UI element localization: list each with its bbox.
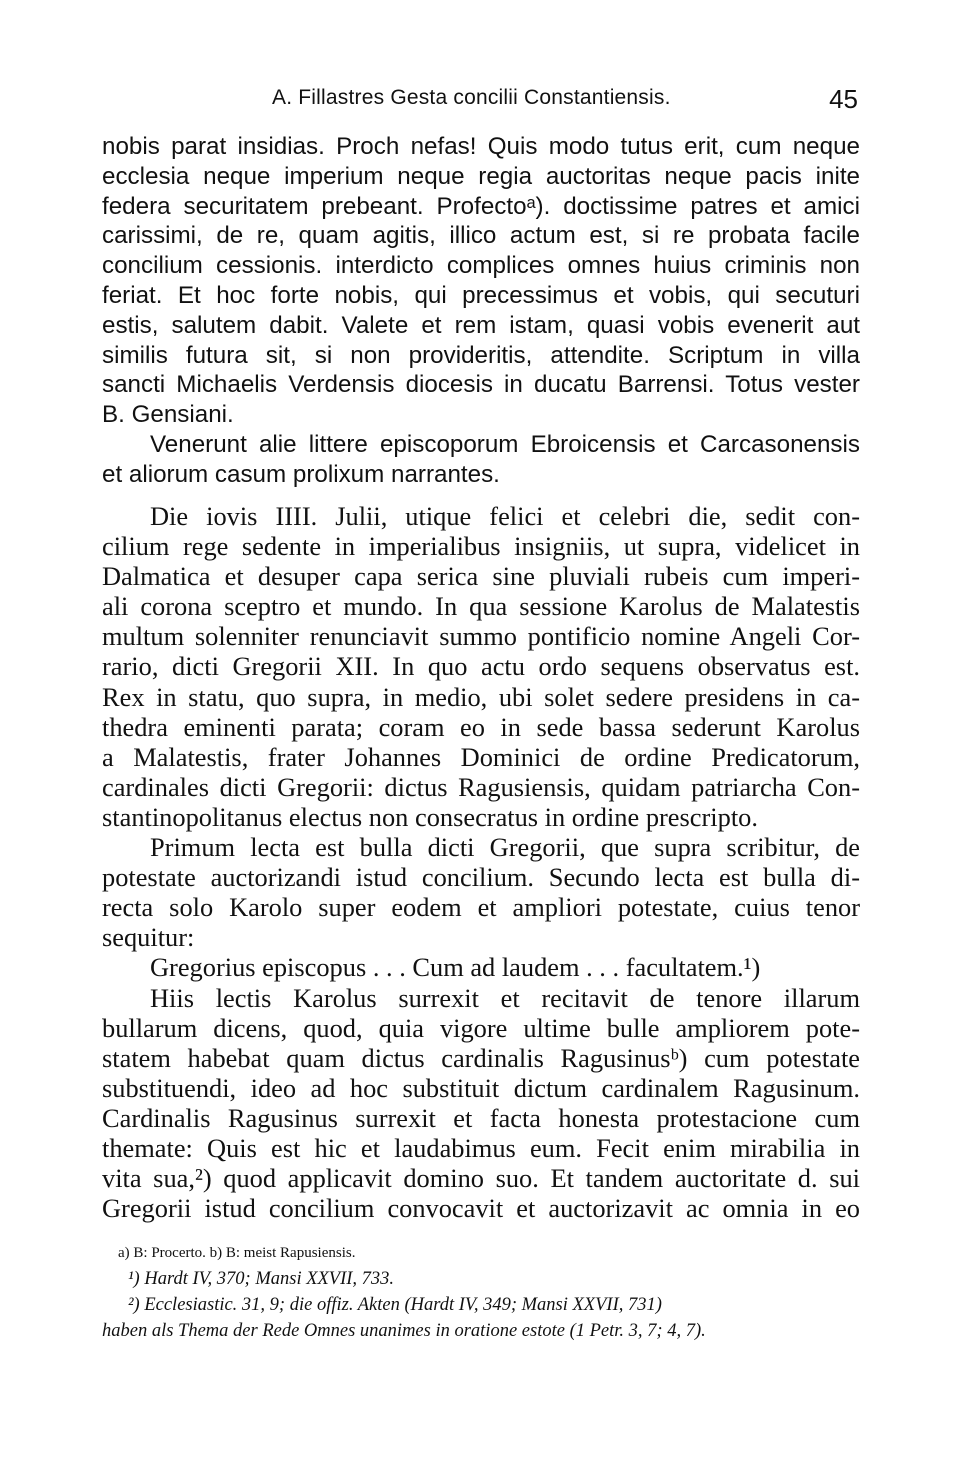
text-line: ecclesia neque imperium neque regia auctoritas neque pacis inite [102, 162, 860, 190]
text-line: cilium rege sedente in imperialibus insigniis, ut supra, videlicet in [102, 531, 860, 562]
text-line: Gregorii istud concilium convocavit et auctorizavit ac omnia in eo [102, 1193, 860, 1224]
text-line: sequitur: [102, 922, 195, 953]
text-line: Venerunt alie littere episcoporum Ebroicensis et Carcasonensis [150, 430, 860, 458]
text-line: potestate auctorizandi istud concilium. Secundo lecta est bulla di- [102, 862, 860, 893]
page-header [0, 84, 960, 120]
text-line: substituendi, ideo ad hoc substituit dictum cardinalem Ragusinum. [102, 1072, 860, 1103]
footnote-2-continued: haben als Thema der Rede Omnes unanimes in oratione estote (1 Petr. 3, 7; 4, 7). [102, 1321, 706, 1341]
upper-text-block [102, 132, 860, 490]
text-line: a Malatestis, frater Johannes Dominici de ordine Predicatorum, [102, 741, 860, 772]
text-line: recta solo Karolo super eodem et ampliori potestate, cuius tenor [102, 892, 860, 923]
footnote-1: ¹) Hardt IV, 370; Mansi XXVII, 733. [128, 1269, 395, 1289]
running-title: A. Fillastres Gesta concilii Constantiensis. [272, 86, 671, 109]
text-line: cardinales dicti Gregorii: dictus Ragusiensis, quidam patriarcha Con- [102, 771, 860, 802]
text-line: Cardinalis Ragusinus surrexit et facta honesta protestacione cum [102, 1102, 860, 1133]
footnote-letter-notes: a) B: Procerto. b) B: meist Rapusiensis. [118, 1245, 356, 1261]
text-line: Gregorius episcopus . . . Cum ad laudem . . . facultatem.¹) [150, 952, 761, 983]
text-line: multum solenniter renunciavit summo pontificio nomine Angeli Cor- [102, 621, 860, 652]
text-line: feriat. Et hoc forte nobis, qui precessimus et vobis, qui secuturi [102, 281, 860, 309]
footnotes [102, 1240, 860, 1344]
text-line: Rex in statu, quo supra, in medio, ubi solet sedere presidens in ca- [102, 681, 860, 712]
text-line: concilium cessionis. interdicto complices omnes huius criminis non [102, 252, 860, 280]
text-line: rario, dicti Gregorii XII. In quo actu ordo sequens observatus est. [102, 651, 860, 682]
text-line: et aliorum casum prolixum narrantes. [102, 460, 500, 488]
text-line: similis futura sit, si non provideritis, attendite. Scriptum in villa [102, 341, 860, 369]
text-line: Primum lecta est bulla dicti Gregorii, que supra scribitur, de [150, 832, 860, 863]
text-line: thedra eminenti parata; coram eo in sede bassa sederunt Karolus [102, 711, 860, 742]
text-line: statem habebat quam dictus cardinalis Ragusinusᵇ) cum potestate [102, 1042, 860, 1073]
page-number: 45 [829, 84, 858, 114]
text-line: Hiis lectis Karolus surrexit et recitavit de tenore illarum [150, 982, 860, 1013]
text-line: Dalmatica et desuper capa serica sine pluviali rubeis cum imperi- [102, 561, 860, 592]
text-line: ali corona sceptro et mundo. In qua sessione Karolus de Malatestis [102, 591, 860, 622]
text-line: bullarum dicens, quod, quia vigore ultime bulle ampliorem pote- [102, 1012, 860, 1043]
text-line: estis, salutem dabit. Valete et rem istam, quasi vobis evenerit aut [102, 311, 860, 339]
footnote-2: ²) Ecclesiastic. 31, 9; die offiz. Akten (Hardt IV, 349; Mansi XXVII, 731) [128, 1295, 662, 1315]
text-line: nobis parat insidias. Proch nefas! Quis modo tutus erit, cum neque [102, 133, 860, 160]
text-line: B. Gensiani. [102, 401, 234, 429]
lower-text-block [102, 501, 860, 1223]
text-line: themate: Quis est hic et laudabimus eum. Fecit enim mirabilia in [102, 1132, 860, 1163]
text-line: carissimi, de re, quam agitis, illico actum est, si re probata facile [102, 222, 860, 250]
text-line: stantinopolitanus electus non consecratus in ordine prescripto. [102, 801, 758, 832]
text-line: federa securitatem prebeant. Profectoᵃ). doctissime patres et amici [102, 192, 860, 220]
text-line: Die iovis IIII. Julii, utique felici et celebri die, sedit con- [150, 501, 860, 531]
text-line: sancti Michaelis Verdensis diocesis in ducatu Barrensi. Totus vester [102, 371, 860, 399]
text-line: vita sua,²) quod applicavit domino suo. Et tandem auctoritate d. sui [102, 1163, 860, 1194]
